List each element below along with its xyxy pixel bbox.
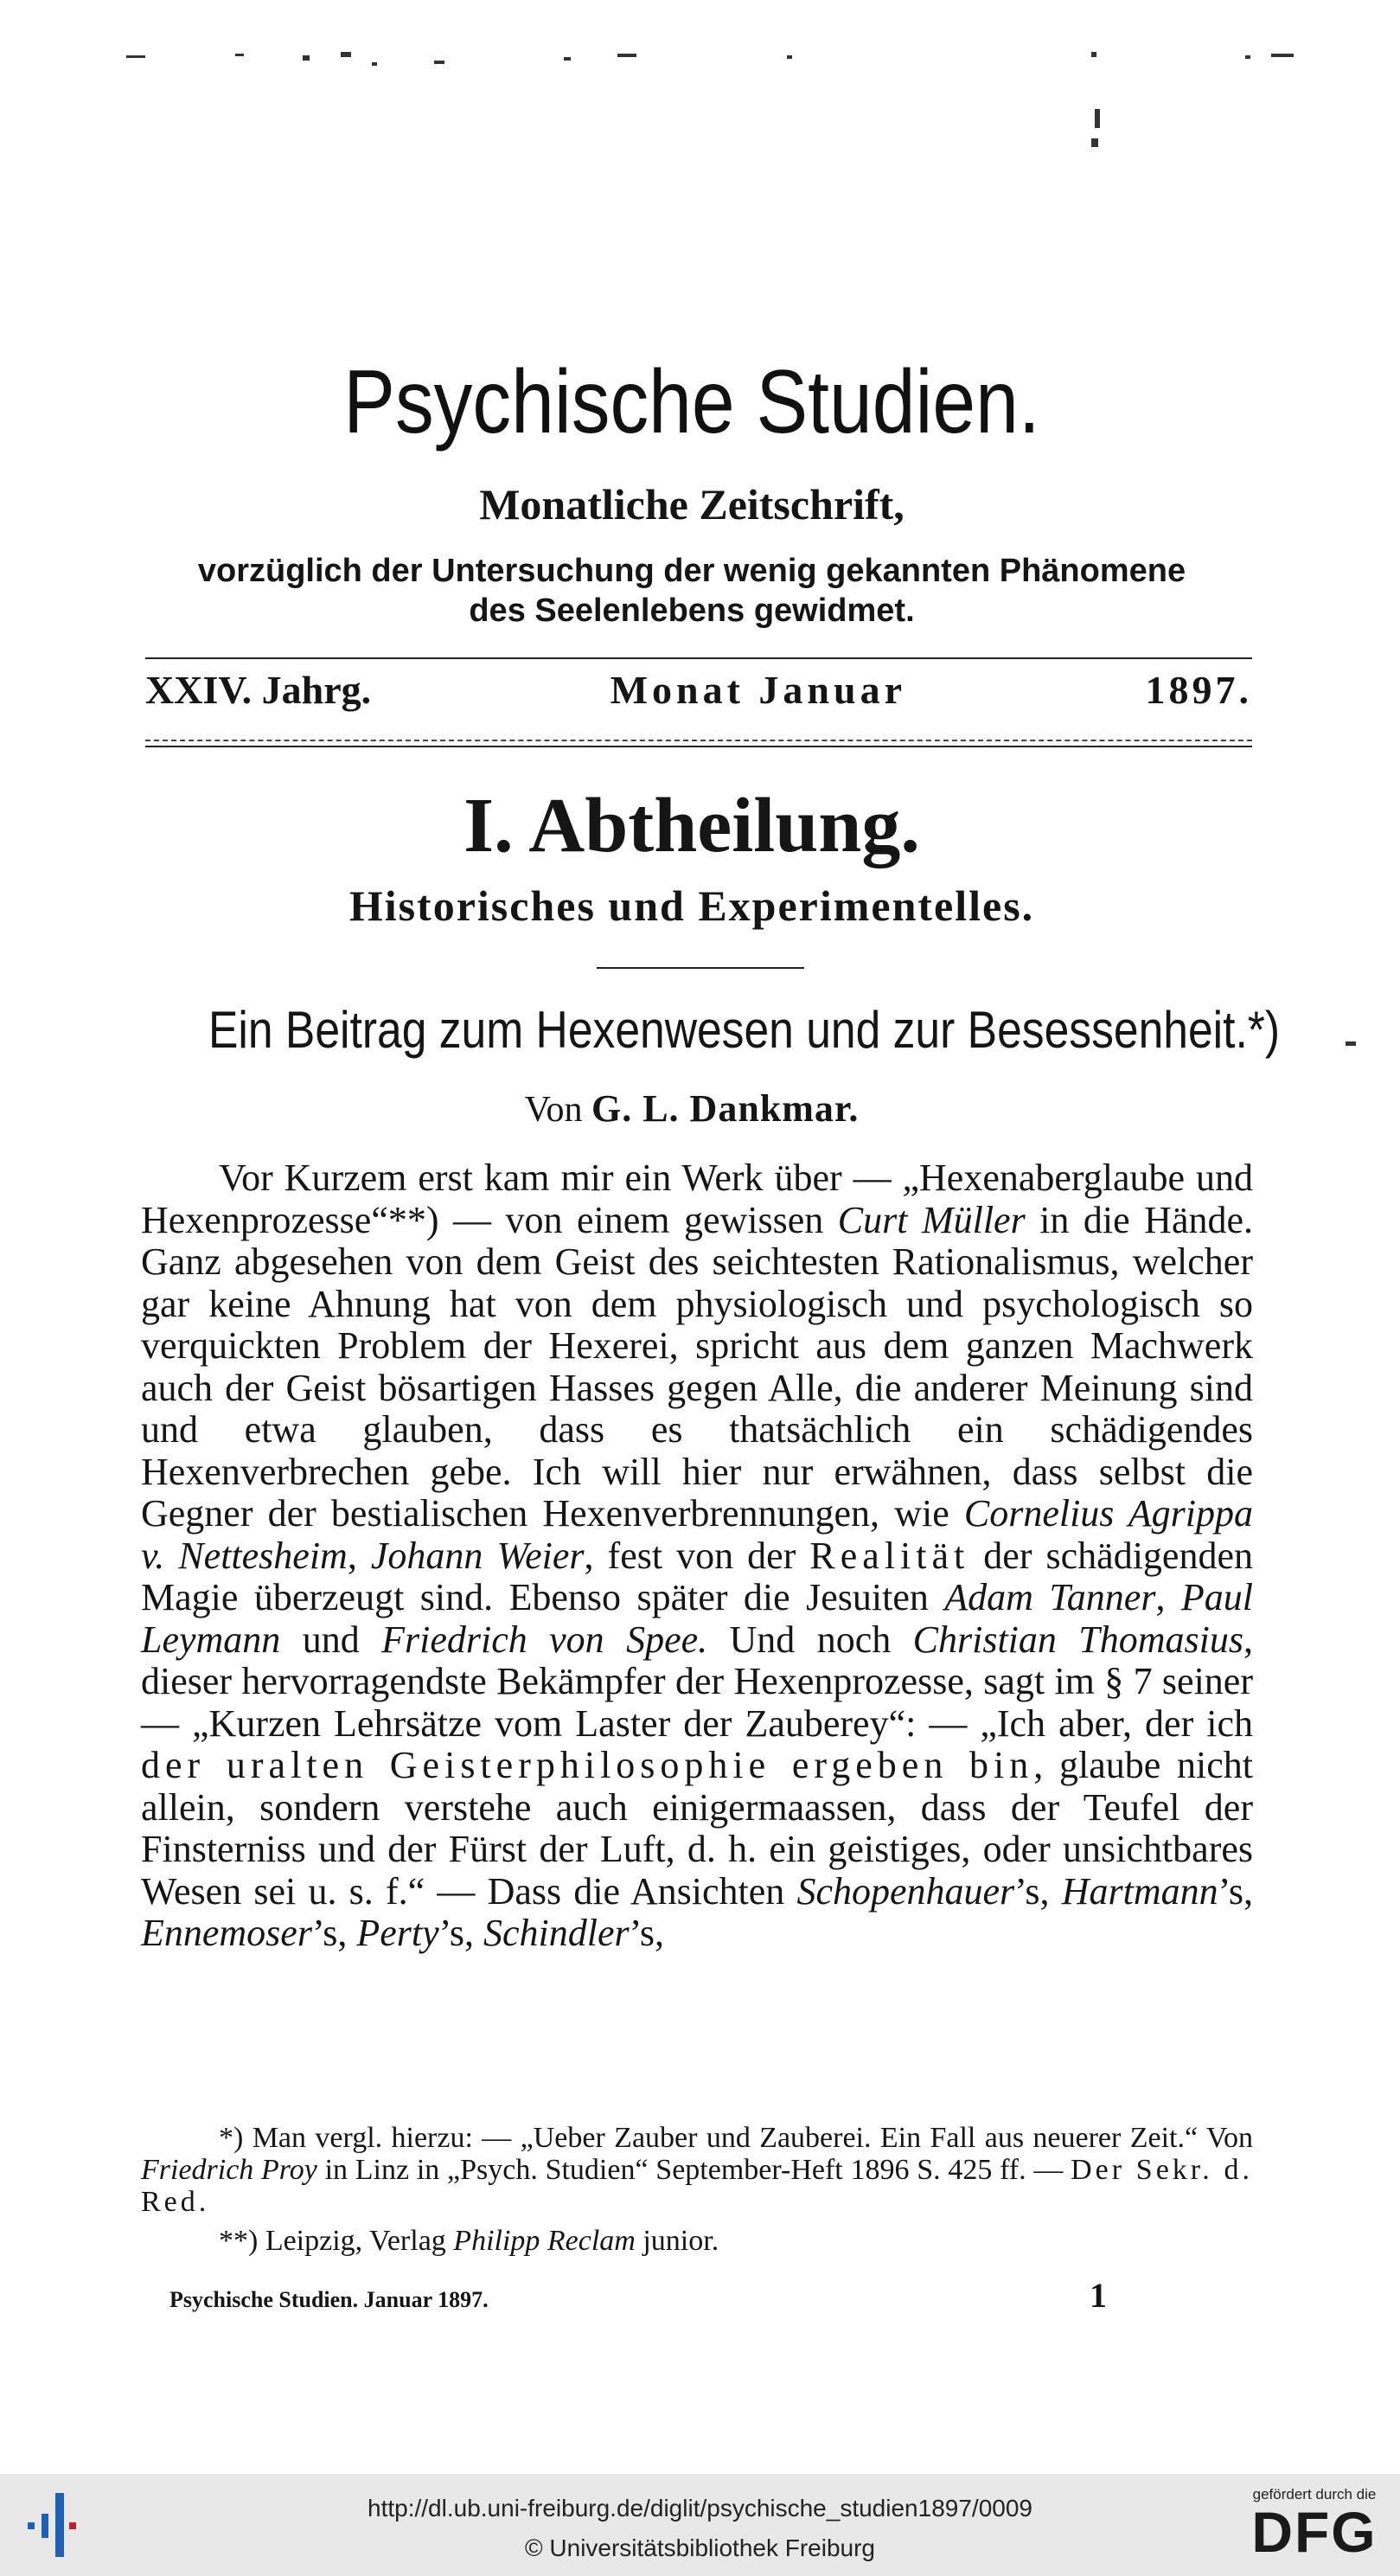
name-thomasius: Christian Thomasius [912,1618,1244,1661]
body-text-run: und [280,1618,382,1661]
name-curt-mueller: Curt Müller [837,1198,1026,1241]
body-paragraph [141,1157,1253,1955]
body-text-run: , [1155,1576,1181,1618]
body-text-run: der schädigenden Magie überzeugt sind. Ebenso später die Jesuiten [141,1534,1253,1618]
footnote-2 [141,2225,1253,2257]
journal-subtitle: Monatliche Zeitschrift, [479,480,905,529]
name-schopenhauer: Schopenhauer [796,1869,1015,1913]
body-text-run: ’s, [1218,1869,1253,1913]
tagline-line-1: vorzüglich der Untersuchung der wenig gekannten Phänomene [197,553,1186,589]
editor-signature: Der Sekr. d. Red. [141,2154,1253,2218]
section-divider [597,967,804,969]
page-number: 1 [1090,2276,1107,2315]
name-ennemoser: Ennemoser [141,1912,312,1954]
volume-number: XXIV. Jahrg. [145,668,372,712]
footnote-text-run: junior. [635,2225,719,2257]
header-rule-top [145,657,1252,659]
body-text-run: , [347,1534,371,1577]
section-subtitle: Historisches und Experimentelles. [348,881,1035,930]
scan-speck [126,55,145,58]
body-text-run: in die Hände. Ganz abgesehen von dem Geist des seichtesten Rationalismus, welcher gar keine Ahnung hat von dem physiologisch und psychologisch so verquickten Problem der Hexerei, spricht aus dem ganzen Machwerk auch der Geist bösartigen Hasses gegen Alle, die anderer Meinung sind und etwa glauben, dass es thatsächlich ein schädigendes Hexenverbrechen gebe. Ich will hier nur erwähnen, dass selbst die Gegner der bestialischen Hexenverbrennungen, wie [141,1198,1254,1535]
footnote-text-run: *) Man vergl. hierzu: — „Ueber Zauber und Zauberei. Ein Fall aus neuerer Zeit.“ Von [219,2122,1253,2154]
article-body [141,1157,1253,1955]
name-reclam: Philipp Reclam [453,2225,636,2257]
name-schindler: Schindler [483,1912,630,1954]
body-text-run: ’s, [1014,1869,1062,1913]
name-agrippa: Cornelius Agrippa v. Nettesheim [141,1492,1253,1577]
copyright-notice: © Universitätsbibliothek Freiburg [524,2534,875,2561]
scan-speck [1091,52,1096,57]
name-spee: Friedrich von Spee. [381,1618,708,1661]
body-text-run: Und noch [707,1618,913,1661]
viewer-footer-bar [0,2474,1400,2576]
body-text-run: ’s, [629,1912,664,1954]
body-text-run: Vor Kurzem erst kam mir ein Werk über — „Hexenaberglaube und Hexenprozesse“**) — von einem gewissen [141,1157,1253,1241]
emphasis-realitaet: Realität [809,1534,970,1577]
name-perty: Perty [356,1912,439,1954]
body-text-run: , fest von der [584,1534,810,1577]
body-text-run: ’s, [438,1912,483,1954]
section-title: I. Abtheilung. [463,783,920,868]
journal-title: Psychische Studien. [343,352,1040,452]
tagline-line-2: des Seelenlebens gewidmet. [469,592,915,629]
scan-speck [1095,109,1100,128]
body-text-run: , glaube nicht allein, sondern verstehe auch einigermaassen, dass der Teufel der Finsterniss und der Fürst der Luft, d. h. ein geistiges, oder unsichtbares Wesen sei u. s. f.“ — Dass die Ansichten [141,1744,1254,1913]
article-title: Ein Beitrag zum Hexenwesen und zur Besessenheit.*) [208,1001,1281,1059]
dfg-logo: DFG [1251,2500,1378,2564]
page-footer [169,2275,1107,2316]
scan-speck [1245,55,1250,59]
body-text-run: ’s, [311,1912,357,1954]
footnotes [141,2122,1253,2257]
name-proy: Friedrich Proy [141,2154,317,2186]
name-leymann: Paul Leymann [141,1576,1253,1661]
header-rule-bottom-1 [145,740,1252,741]
scan-speck [235,54,244,56]
header-rule-bottom-2 [145,746,1252,747]
scan-speck [787,55,792,59]
byline [130,1088,1254,1130]
journal-tagline [130,552,1254,631]
footnote-1 [141,2122,1253,2218]
issue-month: Monat Januar [610,668,907,712]
author-name: G. L. Dankmar. [591,1087,860,1130]
funder-note: gefördert durch die [1252,2486,1377,2502]
emphasis-uralten: der uralten Geisterphilosophie ergeben bin [141,1744,1034,1786]
document-url-link[interactable]: http://dl.ub.uni-freiburg.de/diglit/psychische_studien1897/0009 [368,2495,1032,2522]
scan-speck [564,57,571,61]
scan-speck [1346,1041,1356,1046]
scan-speck [617,54,636,57]
name-tanner: Adam Tanner [944,1576,1156,1618]
scan-speck [341,52,351,57]
name-hartmann: Hartmann [1061,1869,1218,1913]
byline-prefix: Von [524,1090,583,1130]
scan-speck [372,62,377,66]
running-title: Psychische Studien. Januar 1897. [169,2287,489,2312]
scan-speck [434,61,444,64]
name-weier: Johann Weier [370,1534,585,1577]
body-text-run: , dieser hervorragendste Bekämpfer der Hexenprozesse, sagt im § 7 seiner — „Kurzen Lehrsätze vom Laster der Zauberey“: — „Ich aber, der ich [141,1618,1254,1745]
footnote-text-run: **) Leipzig, Verlag [219,2225,454,2257]
scan-speck [303,55,310,61]
scan-speck [1091,138,1098,147]
issue-year: 1897. [1145,668,1252,712]
scan-speck [1271,54,1294,57]
footnote-text-run: in Linz in „Psych. Studien“ September-Heft 1896 S. 425 ff. — [316,2154,1071,2186]
volume-line [145,669,1252,713]
